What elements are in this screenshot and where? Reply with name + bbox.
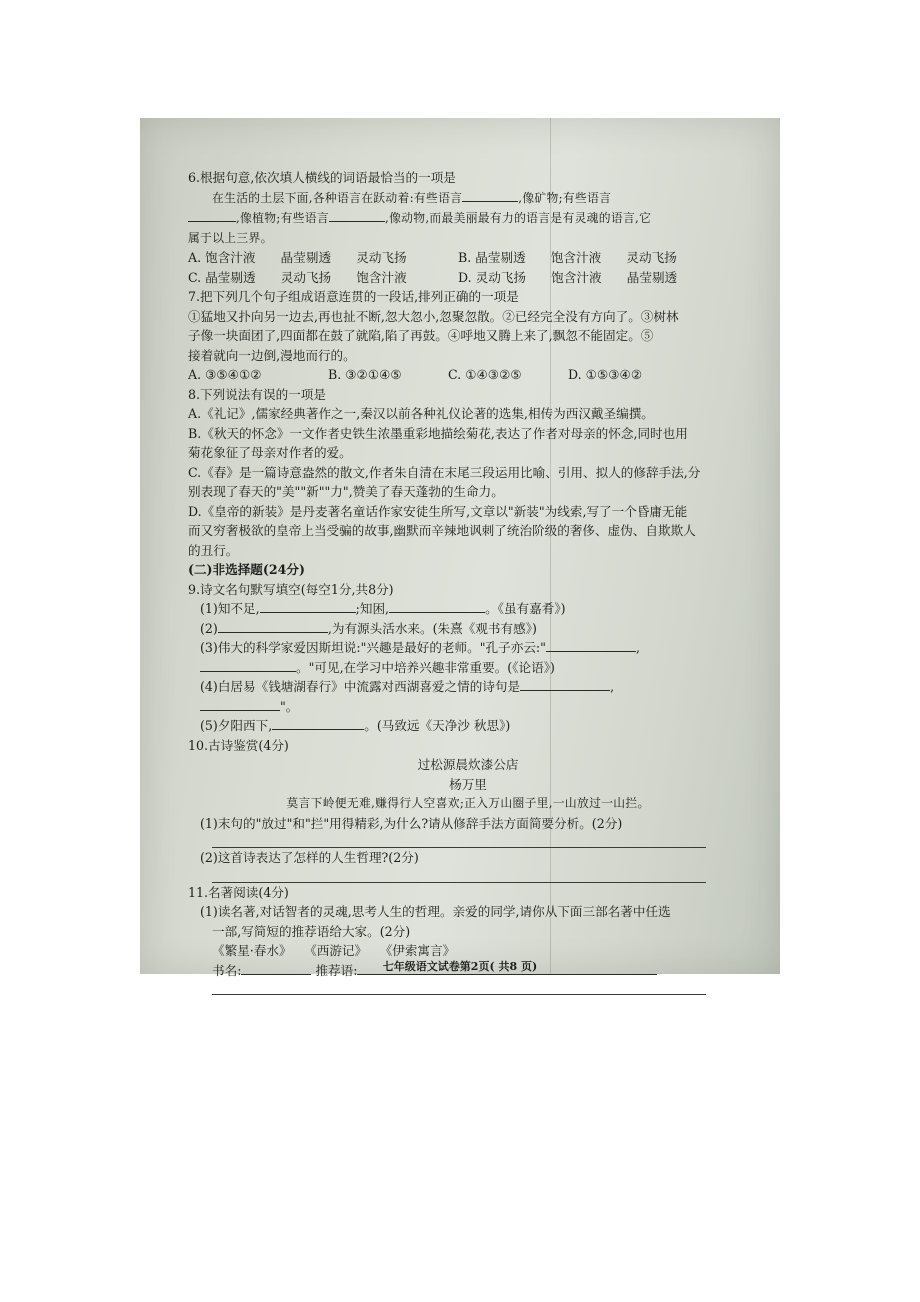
q9-text: 。《虽有嘉肴》) [485, 601, 566, 616]
q6-passage-text: 在生活的土层下面,各种语言在跃动着:有些语言 [212, 190, 463, 205]
q7-options [188, 365, 748, 385]
q9-blank[interactable] [200, 658, 296, 672]
q9-text: , [635, 640, 640, 655]
page-footer: 七年级语文试卷第2页( 共8 页) [382, 960, 538, 973]
q9-blank[interactable] [260, 599, 356, 613]
q10-sub-2: (2)这首诗表达了怎样的人生哲理?(2分) [200, 850, 419, 865]
q6-option-c[interactable]: C. 晶莹剔透 灵动飞扬 饱含汁液 [188, 269, 407, 285]
q9-text: "。 [280, 698, 299, 714]
q9-text: (5)夕阳西下, [200, 718, 273, 733]
q9-item-4 [188, 677, 748, 697]
q6-stem: 6.根据句意,依次填人横线的词语最恰当的一项是 [188, 170, 456, 185]
q8-option-c-cont: 别表现了春天的"美""新""力",赞美了春天蓬勃的生命力。 [188, 484, 504, 499]
q7-text-line1: ①猛地又扑向另一边去,再也扯不断,忽大忽小,忽聚忽散。②已经完全没有方向了。③树林 [188, 308, 679, 324]
q6-options-row2 [188, 268, 748, 288]
q8-stem: 8.下列说法有误的一项是 [188, 386, 326, 402]
q9-text: 。(马致远《天净沙 秋思》) [364, 718, 511, 733]
poem-author: 杨万里 [449, 776, 487, 792]
q9-blank[interactable] [218, 619, 328, 633]
q9-text: (4)白居易《钱塘湖春行》中流露对西湖喜爱之情的诗句是 [200, 679, 521, 694]
exam-page [140, 118, 780, 978]
poem-body: 莫言下岭便无难,赚得行人空喜欢;正入万山圈子里,一山放过一山拦。 [286, 796, 650, 810]
q7-stem: 7.把下列几个句子组成语意连贯的一段话,排列正确的一项是 [188, 289, 519, 304]
q10-sub-1: (1)末句的"放过"和"拦"用得精彩,为什么?请从修辞手法方面简要分析。(2分) [200, 815, 623, 831]
q11-stem: 11.名著阅读(4分) [188, 884, 289, 900]
q7-option-d[interactable]: D. ①⑤③④② [568, 367, 643, 382]
q7-option-a[interactable]: A. ③⑤④①② [188, 367, 262, 382]
q9-blank[interactable] [272, 716, 364, 730]
q8-option-b[interactable]: B.《秋天的怀念》一文作者史铁生浓墨重彩地描绘菊花,表达了作者对母亲的怀念,同时也用 [188, 425, 688, 441]
book-name-label: 书名: [212, 962, 242, 978]
q9-text: (1)知不足, [200, 601, 260, 616]
q7-option-c[interactable]: C. ①④③②⑤ [448, 367, 522, 382]
q9-item-3 [188, 638, 748, 658]
poem-title: 过松源晨炊漆公店 [417, 757, 519, 772]
q6-passage-text: ,像矿物;有些语言 [518, 190, 612, 205]
q9-text: 。"可见,在学习中培养兴趣非常重要。(《论语》) [296, 659, 555, 675]
q7-option-b[interactable]: B. ③②①④⑤ [328, 367, 402, 382]
q9-item-1 [188, 599, 748, 619]
q6-blank-1[interactable] [462, 188, 518, 202]
q6-blank-3[interactable] [329, 208, 385, 222]
q10-stem: 10.古诗鉴赏(4分) [188, 737, 289, 753]
q9-item-5 [188, 716, 748, 736]
q6-passage-text: ,像植物;有些语言 [236, 211, 330, 225]
answer-line[interactable] [212, 980, 706, 995]
q8-option-c[interactable]: C.《春》是一篇诗意盎然的散文,作者朱自清在末尾三段运用比喻、引用、拟人的修辞手法,分 [188, 464, 701, 480]
q9-text: (3)伟大的科学家爱因斯坦说:"兴趣是最好的老师。"孔子亦云:" [200, 640, 546, 655]
section-heading: (二)非选择题(24分) [188, 562, 305, 577]
q9-text: ,为有源头活水来。(朱熹《观书有感》) [327, 620, 537, 636]
q7-text-line2: 子像一块面团了,四面都在鼓了就陷,陷了再鼓。④呼地又腾上来了,飘忽不能固定。⑤ [188, 328, 654, 343]
answer-line[interactable] [212, 868, 706, 883]
q9-blank[interactable] [200, 697, 280, 711]
q6-passage-text: ,像动物,而最美丽最有力的语言是有灵魂的语言,它 [385, 211, 652, 225]
q11-sub-1: (1)读名著,对话智者的灵魂,思考人生的哲理。亲爱的同学,请你从下面三部名著中任选 [200, 904, 671, 919]
q9-item-3-cont [188, 658, 748, 678]
q6-option-d[interactable]: D. 灵动飞扬 饱含汁液 晶莹剔透 [458, 269, 678, 285]
q8-option-d[interactable]: D.《皇帝的新装》是丹麦著名童话作家安徒生所写,文章以"新装"为线索,写了一个昏庸无能 [188, 503, 688, 519]
q6-option-b[interactable]: B. 晶莹剔透 饱含汁液 灵动飞扬 [458, 250, 677, 265]
q6-passage-line3: 属于以上三界。 [188, 230, 273, 245]
q8-option-d-cont: 而又穷奢极欲的皇帝上当受骗的故事,幽默而辛辣地讽刺了统治阶级的奢侈、虚伪、自欺欺人 [188, 523, 696, 538]
answer-line[interactable] [212, 833, 706, 848]
q9-text: ;知困, [355, 601, 390, 616]
q9-blank[interactable] [546, 638, 636, 652]
q8-option-a[interactable]: A.《礼记》,儒家经典著作之一,秦汉以前各种礼仪论著的选集,相传为西汉戴圣编撰。 [188, 406, 654, 421]
q9-item-4-cont [188, 697, 748, 717]
q9-item-2 [188, 619, 748, 639]
q9-stem: 9.诗文名句默写填空(每空1分,共8分) [188, 581, 394, 597]
q7-text-line3: 接着就向一边倒,漫地而行的。 [188, 347, 356, 363]
q6-passage-line1 [188, 188, 748, 209]
q6-option-a[interactable]: A. 饱含汁液 晶莹剔透 灵动飞扬 [188, 250, 407, 265]
q11-book-list: 《繁星·春水》 《西游记》 《伊索寓言》 [212, 943, 456, 958]
q6-blank-2[interactable] [188, 208, 236, 222]
q6-options-row1 [188, 248, 748, 268]
q8-option-b-cont: 菊花象征了母亲对作者的爱。 [188, 445, 352, 460]
q8-option-d-cont: 的丑行。 [188, 542, 239, 558]
q9-blank[interactable] [389, 599, 485, 613]
q6-passage-line2 [188, 208, 748, 229]
recommendation-label: 推荐语: [315, 962, 358, 978]
q11-sub-1-cont: 一部,写简短的推荐语给大家。(2分) [212, 923, 411, 939]
q9-text: , [610, 679, 615, 694]
q9-text: (2) [200, 620, 218, 636]
q9-blank[interactable] [520, 677, 610, 691]
exam-content [188, 168, 748, 995]
